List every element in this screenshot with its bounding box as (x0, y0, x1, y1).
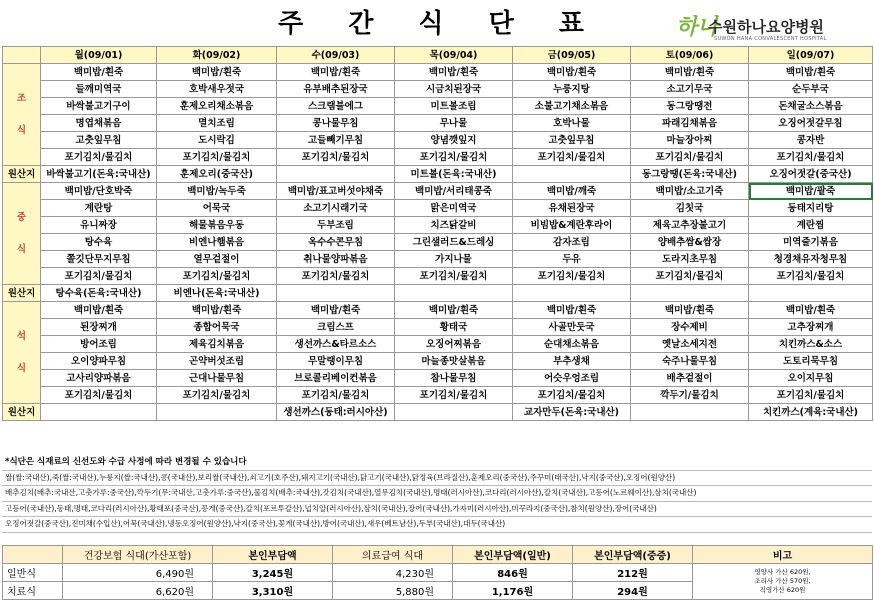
origin-cell (631, 285, 749, 302)
menu-item: 오징어젓갈무침 (749, 115, 873, 132)
menu-item: 된장찌개 (41, 319, 157, 336)
origin-note-line: 고등어(국내산),동태,명태,코다리(러시아산),황태포(중국산),꽁게(중국산),갈치(포르투갈산),넙치알(러시아산),삼치(국내산),장어(국내산),가자미(러시아산),미꾸라지(중국산),참치(원양산),장어(국내산) (2, 502, 872, 518)
menu-item: 마늘장아찌 (631, 132, 749, 149)
day-header: 금(09/05) (513, 47, 631, 64)
menu-row (3, 183, 873, 200)
page-title: 주 간 식 단 표 (278, 9, 602, 39)
menu-item: 고춧잎무침 (41, 132, 157, 149)
meal-label: 중 식 (3, 183, 41, 285)
menu-item: 포기김치/물김치 (513, 268, 631, 285)
health-insurance-fee: 6,490원 (63, 564, 213, 582)
menu-item: 황태국 (395, 319, 513, 336)
menu-item: 포기김치/물김치 (157, 149, 277, 166)
menu-item: 포기김치/물김치 (395, 387, 513, 404)
menu-item: 곤약버섯조림 (157, 353, 277, 370)
menu-item: 포기김치/물김치 (277, 387, 395, 404)
menu-item: 스크램블에그 (277, 98, 395, 115)
menu-item: 감자조림 (513, 234, 631, 251)
menu-item: 포기김치/물김치 (277, 149, 395, 166)
menu-item: 시금치된장국 (395, 81, 513, 98)
medical-aid-fee: 4,230원 (333, 564, 453, 582)
menu-item: 어슷우엉조림 (513, 370, 631, 387)
day-header: 목(09/04) (395, 47, 513, 64)
origin-row (3, 285, 873, 302)
menu-item: 사골만둣국 (513, 319, 631, 336)
menu-item: 포기김치/물김치 (157, 387, 277, 404)
menu-item: 콩나물무침 (277, 115, 395, 132)
menu-item: 양념깻잎지 (395, 132, 513, 149)
menu-item: 백미밥/흰죽 (513, 64, 631, 81)
origin-cell (749, 285, 873, 302)
menu-item: 포기김치/물김치 (749, 149, 873, 166)
menu-item: 포기김치/물김치 (749, 268, 873, 285)
menu-row (3, 234, 873, 251)
menu-row (3, 336, 873, 353)
menu-item: 백미밥/흰죽 (157, 302, 277, 319)
menu-item: 순두부국 (749, 81, 873, 98)
menu-item: 참나물무침 (395, 370, 513, 387)
menu-item: 백미밥/흰죽 (395, 64, 513, 81)
menu-item: 옛날소세지전 (631, 336, 749, 353)
menu-item: 백미밥/녹두죽 (157, 183, 277, 200)
self-pay-general: 1,176원 (453, 582, 573, 600)
self-pay-amount: 3,245원 (213, 564, 333, 582)
corner-cell (3, 47, 41, 64)
menu-item: 순대채소볶음 (513, 336, 631, 353)
menu-item: 포기김치/물김치 (41, 268, 157, 285)
menu-item: 부추생채 (513, 353, 631, 370)
menu-item: 방어조림 (41, 336, 157, 353)
menu-item: 누룽지탕 (513, 81, 631, 98)
menu-item: 백미밥/흰죽 (277, 302, 395, 319)
origin-cell: 훈제오리(중국산) (157, 166, 277, 183)
menu-item: 유부배추된장국 (277, 81, 395, 98)
menu-item: 고춧잎무침 (513, 132, 631, 149)
menu-item: 명엽채볶음 (41, 115, 157, 132)
menu-item: 취나물양파볶음 (277, 251, 395, 268)
menu-item: 크림스프 (277, 319, 395, 336)
meal-label: 조 식 (3, 64, 41, 166)
self-pay-general: 846원 (453, 564, 573, 582)
cost-row-label: 일반식 (3, 564, 63, 582)
menu-row (3, 64, 873, 81)
day-header: 토(09/06) (631, 47, 749, 64)
menu-item: 비엔나햄볶음 (157, 234, 277, 251)
origin-cell (631, 404, 749, 421)
cost-row (3, 564, 873, 582)
header (0, 0, 874, 44)
menu-item: 도토리묵무침 (749, 353, 873, 370)
menu-item: 깍두기/물김치 (631, 387, 749, 404)
menu-item: 배추겉절이 (631, 370, 749, 387)
medical-aid-fee: 5,880원 (333, 582, 453, 600)
menu-item: 백미밥/흰죽 (41, 302, 157, 319)
menu-item: 마늘종맛살볶음 (395, 353, 513, 370)
menu-item: 들깨미역국 (41, 81, 157, 98)
menu-item: 고추장찌개 (749, 319, 873, 336)
origin-cell: 동그랑땡(돈육:국내산) (631, 166, 749, 183)
cost-header-cell: 건강보험 식대(가산포함) (63, 546, 213, 564)
menu-item: 어묵국 (157, 200, 277, 217)
origin-note-line: 오징어젓갈(중국산),진미채(수입산),어묵(국내산),냉동오징어(원양산),낙지(중국산),꽃게(국내산),방어(국내산),새우(베트남산),두부(국내산),대두(국내산) (2, 517, 872, 533)
menu-item: 백미밥/흰죽 (395, 302, 513, 319)
menu-item: 양배추쌈&쌈장 (631, 234, 749, 251)
menu-item: 오이지무침 (749, 370, 873, 387)
cost-header-cell: 본인부담액(중증) (573, 546, 693, 564)
menu-item: 오징어찌볶음 (395, 336, 513, 353)
origin-cell: 치킨까스(계육:국내산) (749, 404, 873, 421)
menu-item: 백미밥/흰죽 (513, 302, 631, 319)
menu-item: 훈제오리채소볶음 (157, 98, 277, 115)
menu-item: 포기김치/물김치 (749, 387, 873, 404)
menu-row (3, 319, 873, 336)
logo-subtitle: SUWON HANA CONVALESCENT HOSPITAL (714, 36, 827, 42)
menu-item: 동태지리탕 (749, 200, 873, 217)
menu-row (3, 302, 873, 319)
origin-cell (395, 404, 513, 421)
origin-cell: 생선까스(동태:러시아산) (277, 404, 395, 421)
menu-row (3, 115, 873, 132)
meal-cost-table (2, 545, 873, 600)
origin-cell: 오징어젓갈(중국산) (749, 166, 873, 183)
self-pay-severe: 212원 (573, 564, 693, 582)
day-header: 월(09/01) (41, 47, 157, 64)
menu-item: 무나물 (395, 115, 513, 132)
menu-item: 포기김치/물김치 (41, 149, 157, 166)
menu-item: 백미밥/흰죽 (41, 64, 157, 81)
menu-item: 포기김치/물김치 (631, 149, 749, 166)
menu-item: 두유 (513, 251, 631, 268)
origin-cell: 탕수육(돈육:국내산) (41, 285, 157, 302)
origin-cell (157, 404, 277, 421)
menu-item: 해물볶음우동 (157, 217, 277, 234)
origin-note-line: 배추김치(배추:국내산,고춧가루:중국산),깍두기(무:국내산,고춧가루:중국산),물김치(배추:국내산),갓김치(국내산),열무김치(국내산),명태(러시아산),코다리(러시아산),갈치(국내산),고등어(노르웨이산),삼치(국내산) (2, 486, 872, 502)
menu-item: 도시락김 (157, 132, 277, 149)
origin-cell (395, 285, 513, 302)
menu-item: 백미밥/소고기죽 (631, 183, 749, 200)
cost-header-cell (3, 546, 63, 564)
menu-item: 무말랭이무침 (277, 353, 395, 370)
menu-item: 포기김치/물김치 (513, 387, 631, 404)
menu-item: 백미밥/흰죽 (631, 302, 749, 319)
health-insurance-fee: 6,620원 (63, 582, 213, 600)
self-pay-amount: 3,310원 (213, 582, 333, 600)
menu-row (3, 268, 873, 285)
menu-item: 동그랑땡전 (631, 98, 749, 115)
cost-header-row (3, 546, 873, 564)
menu-row (3, 81, 873, 98)
day-header: 일(09/07) (749, 47, 873, 64)
cost-header-cell: 비고 (693, 546, 873, 564)
origin-cell (277, 166, 395, 183)
menu-item: 포기김치/물김치 (395, 149, 513, 166)
day-header-row (3, 47, 873, 64)
menu-item: 옥수수콘무침 (277, 234, 395, 251)
menu-item: 포기김치/물김치 (277, 268, 395, 285)
origin-cell: 비엔나(돈육:국내산) (157, 285, 277, 302)
menu-item: 오이양파무침 (41, 353, 157, 370)
menu-row (3, 149, 873, 166)
menu-item: 고사리양파볶음 (41, 370, 157, 387)
origin-note-line: 쌀(쌀:국내산),죽(쌀:국내산),누룽지(쌀:국내산),콩(국내산),보리쌀(국내산),쇠고기(호주산),돼지고기(국내산),닭고기(국내산),닭정육(브라질산),훈제오리(중국산),주꾸미(태국산),낙지(중국산),오징어(원양산) (2, 471, 872, 487)
menu-item: 비빔밥&계란후라이 (513, 217, 631, 234)
menu-item: 포기김치/물김치 (631, 268, 749, 285)
menu-item: 고들빼기무침 (277, 132, 395, 149)
hospital-logo (676, 10, 872, 44)
menu-item: 백미밥/흰죽 (631, 64, 749, 81)
menu-item: 쫄깃단무지무침 (41, 251, 157, 268)
day-header: 수(09/03) (277, 47, 395, 64)
menu-item: 백미밥/흰죽 (157, 64, 277, 81)
menu-item: 유니짜장 (41, 217, 157, 234)
menu-item: 제육고추장불고기 (631, 217, 749, 234)
menu-item: 소고기무국 (631, 81, 749, 98)
origin-cell: 교자만두(돈육:국내산) (513, 404, 631, 421)
notice-text: *식단은 식재료의 신선도와 수급 사정에 따라 변경될 수 있습니다 (2, 455, 872, 471)
menu-item: 브로콜리베이컨볶음 (277, 370, 395, 387)
menu-item: 치킨까스&소스 (749, 336, 873, 353)
menu-item: 계란탕 (41, 200, 157, 217)
menu-item: 치즈닭갈비 (395, 217, 513, 234)
menu-item: 백미밥/흰죽 (277, 64, 395, 81)
menu-item: 제육김치볶음 (157, 336, 277, 353)
menu-item: 포기김치/물김치 (395, 268, 513, 285)
menu-item: 포기김치/물김치 (41, 387, 157, 404)
menu-item: 장수제비 (631, 319, 749, 336)
menu-row (3, 217, 873, 234)
menu-item: 백미밥/깨죽 (513, 183, 631, 200)
meal-label: 석 식 (3, 302, 41, 404)
menu-item: 미역줄기볶음 (749, 234, 873, 251)
origin-cell (41, 404, 157, 421)
menu-item: 소고기시래기국 (277, 200, 395, 217)
logo-name: 수원하나요양병원 (708, 18, 824, 36)
menu-item: 계란찜 (749, 217, 873, 234)
origin-cell (513, 166, 631, 183)
menu-item: 멸치조림 (157, 115, 277, 132)
menu-item: 포기김치/물김치 (513, 149, 631, 166)
origin-cell: 바싹불고기(돈육:국내산) (41, 166, 157, 183)
menu-item: 도라지초무침 (631, 251, 749, 268)
cost-remark-text: 영양사 가산 620원, 조리사 가산 570원, 직영가산 620원 (754, 568, 811, 594)
menu-item: 포기김치/물김치 (157, 268, 277, 285)
menu-item: 김칫국 (631, 200, 749, 217)
menu-item: 그린샐러드&드레싱 (395, 234, 513, 251)
menu-item: 백미밥/표고버섯야채죽 (277, 183, 395, 200)
day-header: 화(09/02) (157, 47, 277, 64)
menu-item: 근대나물무침 (157, 370, 277, 387)
origin-cell (277, 285, 395, 302)
menu-item: 소불고기채소볶음 (513, 98, 631, 115)
menu-item: 백미밥/흰죽 (749, 302, 873, 319)
menu-row (3, 370, 873, 387)
menu-item: 바싹불고기구이 (41, 98, 157, 115)
origin-cell: 미트볼(돈육:국내산) (395, 166, 513, 183)
menu-item: 유채된장국 (513, 200, 631, 217)
notes-section (2, 455, 872, 533)
menu-item: 가지나물 (395, 251, 513, 268)
origin-label: 원산지 (3, 166, 41, 183)
menu-row (3, 251, 873, 268)
menu-item: 백미밥/팥죽 (749, 183, 873, 200)
menu-row (3, 132, 873, 149)
cost-header-cell: 본인부담액(일반) (453, 546, 573, 564)
self-pay-severe: 294원 (573, 582, 693, 600)
menu-item: 탕수육 (41, 234, 157, 251)
origin-label: 원산지 (3, 285, 41, 302)
menu-item: 열무겉절이 (157, 251, 277, 268)
origin-row (3, 166, 873, 183)
menu-item: 파래김채볶음 (631, 115, 749, 132)
cost-header-cell: 본인부담액 (213, 546, 333, 564)
origin-label: 원산지 (3, 404, 41, 421)
menu-item: 맑은미역국 (395, 200, 513, 217)
origin-cell (513, 285, 631, 302)
logo-mark-icon: 하나 (676, 14, 719, 40)
menu-row (3, 387, 873, 404)
menu-row (3, 98, 873, 115)
menu-item: 종합어묵국 (157, 319, 277, 336)
cost-remark (693, 564, 873, 600)
menu-item: 미트볼조림 (395, 98, 513, 115)
menu-item: 백미밥/서리태콩죽 (395, 183, 513, 200)
menu-item: 숙주나물무침 (631, 353, 749, 370)
weekly-menu-table (2, 46, 873, 421)
menu-item: 백미밥/단호박죽 (41, 183, 157, 200)
menu-row (3, 353, 873, 370)
menu-item: 청경채유자청무침 (749, 251, 873, 268)
menu-row (3, 200, 873, 217)
menu-item: 호박새우젓국 (157, 81, 277, 98)
menu-item: 생선까스&타르소스 (277, 336, 395, 353)
menu-item: 돈채굴소스볶음 (749, 98, 873, 115)
menu-item: 콩자반 (749, 132, 873, 149)
menu-item: 백미밥/흰죽 (749, 64, 873, 81)
menu-item: 호박나물 (513, 115, 631, 132)
menu-item: 두부조림 (277, 217, 395, 234)
origin-row (3, 404, 873, 421)
cost-row-label: 치료식 (3, 582, 63, 600)
cost-header-cell: 의료급여 식대 (333, 546, 453, 564)
